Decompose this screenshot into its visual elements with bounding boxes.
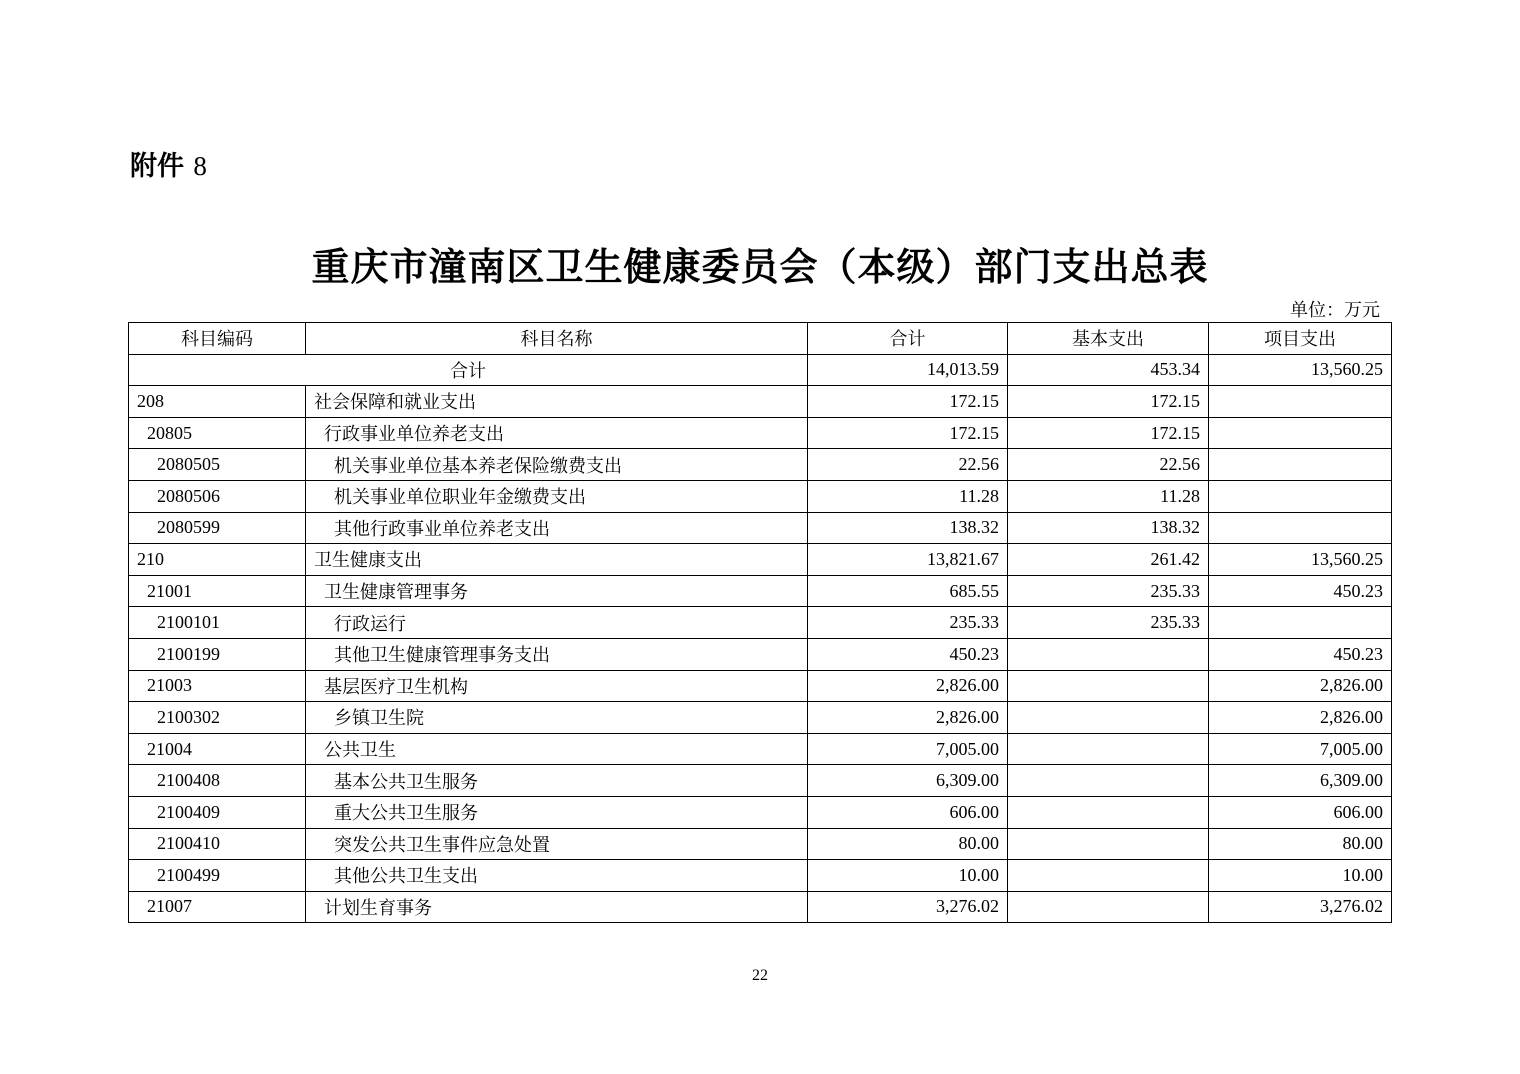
row-code: 2100408 <box>129 765 306 797</box>
row-basic: 235.33 <box>1008 607 1209 639</box>
header-sum: 合计 <box>808 323 1008 355</box>
row-name: 乡镇卫生院 <box>306 702 808 734</box>
header-basic: 基本支出 <box>1008 323 1209 355</box>
header-code: 科目编码 <box>129 323 306 355</box>
total-row <box>129 354 1392 386</box>
table-row <box>129 607 1392 639</box>
row-basic <box>1008 891 1209 923</box>
table-row <box>129 512 1392 544</box>
row-basic <box>1008 638 1209 670</box>
total-sum: 14,013.59 <box>808 354 1008 386</box>
row-name: 机关事业单位基本养老保险缴费支出 <box>306 449 808 481</box>
row-name: 基本公共卫生服务 <box>306 765 808 797</box>
row-code: 210 <box>129 544 306 576</box>
row-basic <box>1008 733 1209 765</box>
row-name: 重大公共卫生服务 <box>306 796 808 828</box>
row-name: 卫生健康管理事务 <box>306 575 808 607</box>
row-project: 2,826.00 <box>1209 702 1392 734</box>
table-row <box>129 638 1392 670</box>
row-sum: 2,826.00 <box>808 670 1008 702</box>
table-row <box>129 417 1392 449</box>
table-row <box>129 860 1392 892</box>
header-project: 项目支出 <box>1209 323 1392 355</box>
row-sum: 80.00 <box>808 828 1008 860</box>
table-row <box>129 765 1392 797</box>
row-code: 20805 <box>129 417 306 449</box>
row-code: 21003 <box>129 670 306 702</box>
row-code: 208 <box>129 386 306 418</box>
row-sum: 6,309.00 <box>808 765 1008 797</box>
attachment-word: 附件 <box>130 151 184 182</box>
row-sum: 235.33 <box>808 607 1008 639</box>
table-row <box>129 828 1392 860</box>
row-name: 社会保障和就业支出 <box>306 386 808 418</box>
row-sum: 450.23 <box>808 638 1008 670</box>
row-project: 3,276.02 <box>1209 891 1392 923</box>
total-basic: 453.34 <box>1008 354 1209 386</box>
row-basic <box>1008 796 1209 828</box>
row-name: 机关事业单位职业年金缴费支出 <box>306 480 808 512</box>
row-sum: 2,826.00 <box>808 702 1008 734</box>
row-code: 2100199 <box>129 638 306 670</box>
row-code: 2100410 <box>129 828 306 860</box>
row-name: 基层医疗卫生机构 <box>306 670 808 702</box>
row-basic <box>1008 702 1209 734</box>
row-code: 2080506 <box>129 480 306 512</box>
row-code: 2100499 <box>129 860 306 892</box>
row-code: 2100409 <box>129 796 306 828</box>
row-sum: 22.56 <box>808 449 1008 481</box>
row-code: 21001 <box>129 575 306 607</box>
row-sum: 11.28 <box>808 480 1008 512</box>
table-row <box>129 733 1392 765</box>
row-name: 突发公共卫生事件应急处置 <box>306 828 808 860</box>
table-row <box>129 891 1392 923</box>
row-basic <box>1008 765 1209 797</box>
attachment-label <box>130 144 207 183</box>
total-project: 13,560.25 <box>1209 354 1392 386</box>
row-code: 21007 <box>129 891 306 923</box>
page-title: 重庆市潼南区卫生健康委员会（本级）部门支出总表 <box>311 244 1209 289</box>
row-project: 10.00 <box>1209 860 1392 892</box>
row-basic: 235.33 <box>1008 575 1209 607</box>
row-basic <box>1008 860 1209 892</box>
row-sum: 138.32 <box>808 512 1008 544</box>
table-row <box>129 702 1392 734</box>
row-sum: 172.15 <box>808 417 1008 449</box>
row-project <box>1209 512 1392 544</box>
row-sum: 606.00 <box>808 796 1008 828</box>
row-name: 行政事业单位养老支出 <box>306 417 808 449</box>
row-basic: 172.15 <box>1008 417 1209 449</box>
row-project <box>1209 449 1392 481</box>
unit-label: 单位：万元 <box>1290 300 1380 320</box>
row-project: 450.23 <box>1209 638 1392 670</box>
row-project <box>1209 480 1392 512</box>
row-project <box>1209 386 1392 418</box>
header-row <box>129 323 1392 355</box>
row-basic: 138.32 <box>1008 512 1209 544</box>
row-name: 卫生健康支出 <box>306 544 808 576</box>
table-row <box>129 386 1392 418</box>
table-row <box>129 544 1392 576</box>
row-basic <box>1008 670 1209 702</box>
row-project: 450.23 <box>1209 575 1392 607</box>
row-sum: 10.00 <box>808 860 1008 892</box>
row-code: 2100101 <box>129 607 306 639</box>
row-project: 7,005.00 <box>1209 733 1392 765</box>
row-name: 计划生育事务 <box>306 891 808 923</box>
expenditure-table <box>128 322 1392 923</box>
row-code: 2100302 <box>129 702 306 734</box>
table-row <box>129 796 1392 828</box>
row-project: 80.00 <box>1209 828 1392 860</box>
row-project: 13,560.25 <box>1209 544 1392 576</box>
row-basic: 172.15 <box>1008 386 1209 418</box>
row-basic: 261.42 <box>1008 544 1209 576</box>
attachment-number: 8 <box>193 151 207 181</box>
row-name: 行政运行 <box>306 607 808 639</box>
table-row <box>129 575 1392 607</box>
row-project: 2,826.00 <box>1209 670 1392 702</box>
row-code: 21004 <box>129 733 306 765</box>
row-sum: 3,276.02 <box>808 891 1008 923</box>
row-code: 2080505 <box>129 449 306 481</box>
row-project <box>1209 607 1392 639</box>
row-basic: 11.28 <box>1008 480 1209 512</box>
row-sum: 685.55 <box>808 575 1008 607</box>
row-sum: 13,821.67 <box>808 544 1008 576</box>
header-name: 科目名称 <box>306 323 808 355</box>
row-code: 2080599 <box>129 512 306 544</box>
table-row <box>129 480 1392 512</box>
total-label: 合计 <box>129 354 808 386</box>
row-name: 其他行政事业单位养老支出 <box>306 512 808 544</box>
row-project <box>1209 417 1392 449</box>
row-sum: 7,005.00 <box>808 733 1008 765</box>
table-row <box>129 670 1392 702</box>
row-basic: 22.56 <box>1008 449 1209 481</box>
row-project: 606.00 <box>1209 796 1392 828</box>
row-project: 6,309.00 <box>1209 765 1392 797</box>
table-row <box>129 449 1392 481</box>
row-sum: 172.15 <box>808 386 1008 418</box>
row-name: 公共卫生 <box>306 733 808 765</box>
page-number: 22 <box>752 967 768 984</box>
row-basic <box>1008 828 1209 860</box>
row-name: 其他卫生健康管理事务支出 <box>306 638 808 670</box>
row-name: 其他公共卫生支出 <box>306 860 808 892</box>
